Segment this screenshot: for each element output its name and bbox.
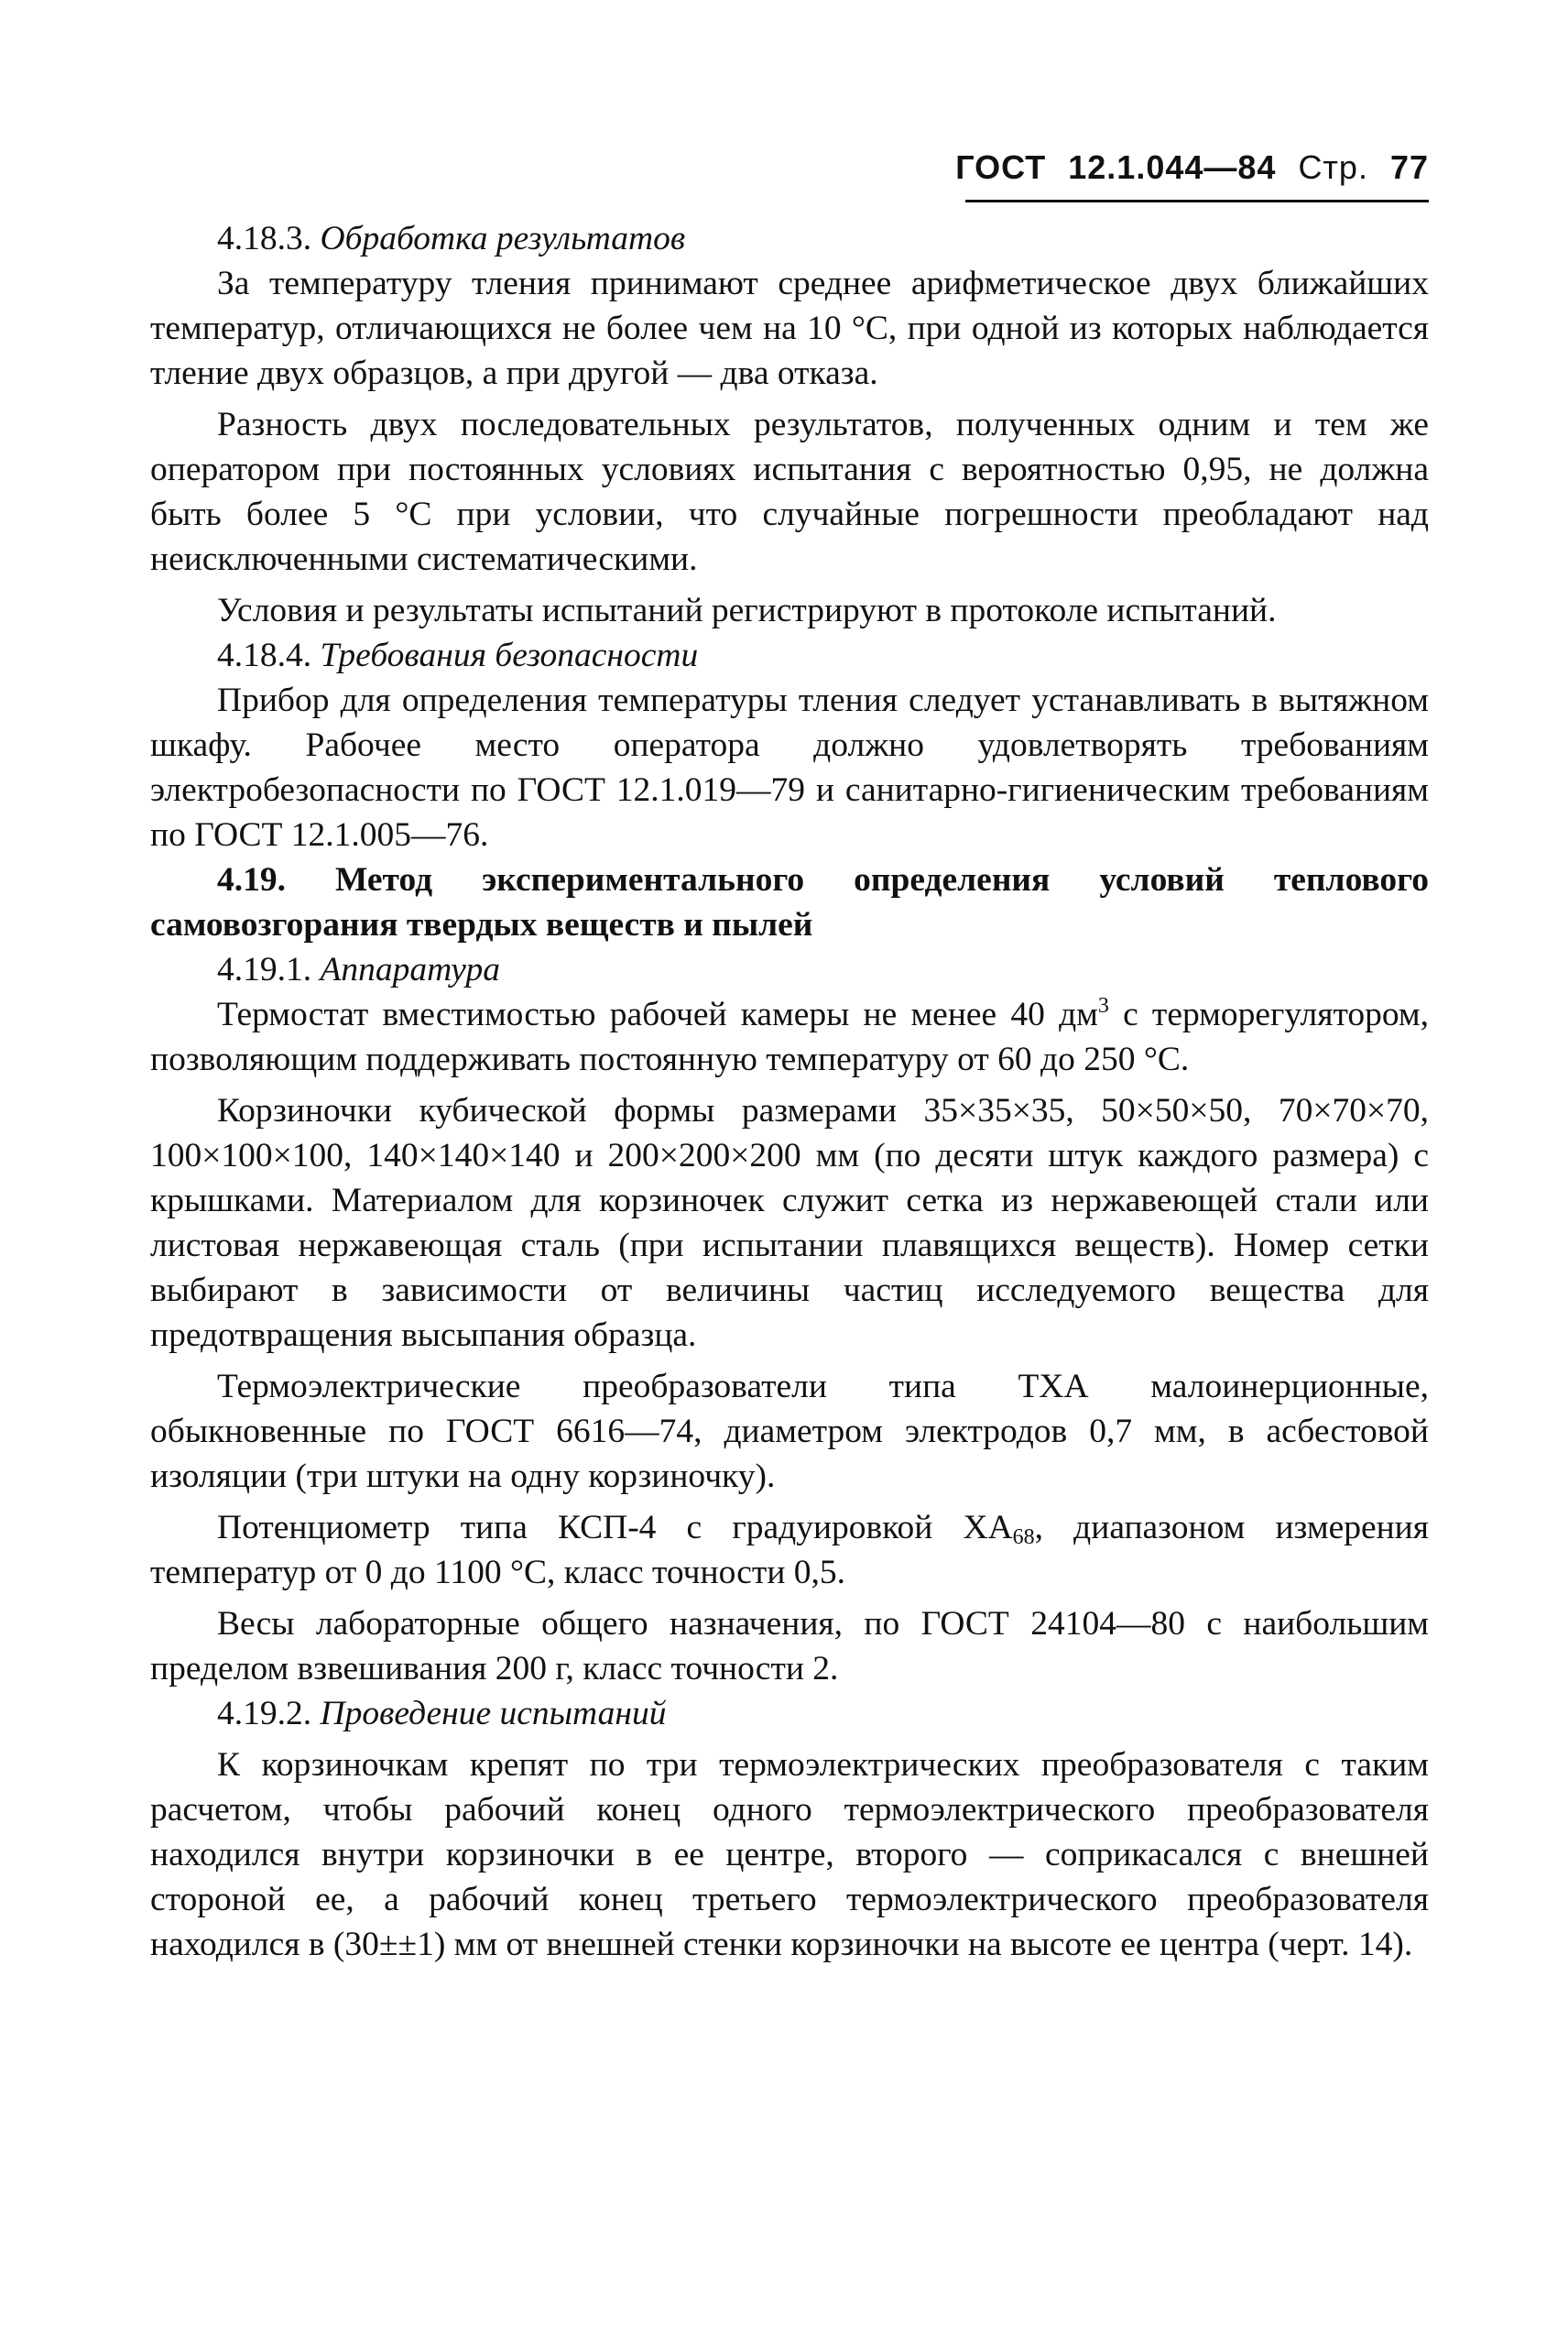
subheading-number: 4.19.2. (217, 1695, 312, 1732)
paragraph: Прибор для определения температуры тления следует устанавливать в вытяжном шкафу. Рабочее место оператора должно удовлетворять требованиям электробезопасности по ГОСТ 12.1.019—79 и санитарно-гигиеническим требованиям по ГОСТ 12.1.005—76. (150, 682, 1429, 854)
text-run: Термостат вместимостью рабочей камеры не менее 40 дм (217, 996, 1098, 1033)
superscript: 3 (1097, 994, 1109, 1018)
header-page-label: Стр. (1298, 148, 1368, 186)
document-body (150, 216, 1429, 1967)
paragraph: К корзиночкам крепят по три термоэлектрических преобразователя с таким расчетом, чтобы рабочий конец одного термоэлектрического преобразователя находился внутри корзиночки в ее центре, второго — соприкасался с внешней стороной ее, а рабочий конец третьего термоэлектрического преобразователя находился в (30±±1) мм от внешней стенки корзиночки на высоте ее центра (черт. 14). (150, 1746, 1429, 1963)
paragraph: За температуру тления принимают среднее арифметическое двух ближайших температур, отличающихся не более чем на 10 °С, при одной из которых наблюдается тление двух образцов, а при другой — два отказа. (150, 265, 1429, 392)
subheading-4-18-3 (150, 216, 1429, 261)
subheading-title: Обработка результатов (320, 220, 686, 257)
paragraph: Разность двух последовательных результатов, полученных одним и тем же оператором при постоянных условиях испытания с вероятностью 0,95, не должна быть более 5 °С при условии, что случайные погрешности преобладают над неисключенными систематическими. (150, 406, 1429, 578)
section-heading-4-19: 4.19. Метод экспериментального определения условий теплового самовозгорания твердых веществ и пылей (150, 861, 1429, 944)
subscript: 68 (1012, 1525, 1035, 1549)
header-page-number: 77 (1389, 148, 1429, 186)
subheading-number: 4.18.3. (217, 220, 312, 257)
subheading-title: Проведение испытаний (320, 1695, 667, 1732)
running-header (916, 148, 1429, 202)
text-run: с терморегулятором, позволяющим поддерживать постоянную температуру от 60 до 250 °С. (150, 996, 1429, 1078)
paragraph (150, 992, 1429, 1082)
subheading-title: Аппаратура (320, 951, 500, 988)
paragraph: Условия и результаты испытаний регистрируют в протоколе испытаний. (217, 592, 1277, 629)
subheading-number: 4.18.4. (217, 637, 312, 674)
subheading-4-19-2 (150, 1691, 1429, 1736)
text-run: Потенциометр типа КСП-4 с градуировкой ХА (217, 1509, 1013, 1546)
header-doc-label: ГОСТ (955, 148, 1047, 186)
paragraph: Термоэлектрические преобразователи типа ТХА малоинерционные, обыкновенные по ГОСТ 6616—74, диаметром электродов 0,7 мм, в асбестовой изоляции (три штуки на одну корзиночку). (150, 1368, 1429, 1495)
header-doc-number: 12.1.044—84 (1068, 148, 1277, 186)
paragraph: Корзиночки кубической формы размерами 35×35×35, 50×50×50, 70×70×70, 100×100×100, 140×140×140 и 200×200×200 мм (по десяти штук каждого размера) с крышками. Материалом для корзиночек служит сетка из нержавеющей стали или листовая нержавеющая сталь (при испытании плавящихся веществ). Номер сетки выбирают в зависимости от величины частиц исследуемого вещества для предотвращения высыпания образца. (150, 1092, 1429, 1354)
subheading-title: Требования безопасности (320, 637, 699, 674)
subheading-4-18-4 (150, 633, 1429, 678)
paragraph (150, 1505, 1429, 1595)
header-rule (965, 200, 1429, 202)
paragraph: Весы лабораторные общего назначения, по ГОСТ 24104—80 с наибольшим пределом взвешивания 200 г, класс точности 2. (150, 1605, 1429, 1687)
text-run: , диапазоном измерения температур от 0 до 1100 °С, класс точности 0,5. (150, 1509, 1429, 1591)
subheading-4-19-1 (150, 947, 1429, 992)
subheading-number: 4.19.1. (217, 951, 312, 988)
